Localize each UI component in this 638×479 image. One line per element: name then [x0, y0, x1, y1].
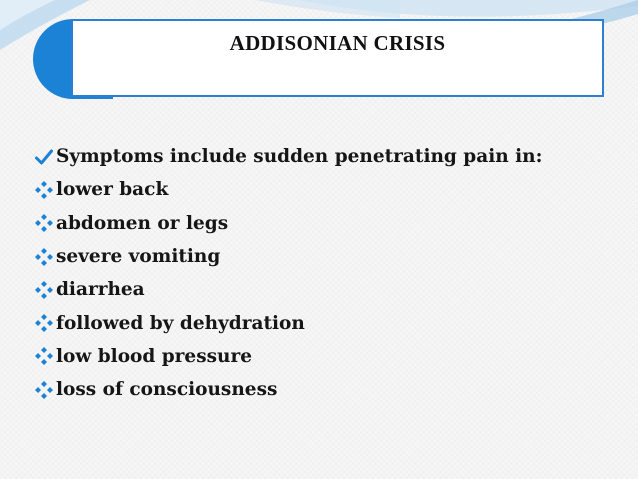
- title-box: [71, 19, 604, 97]
- diamond-bullet-icon: [34, 313, 54, 333]
- bullet-item: [34, 340, 614, 373]
- slide-title: ADDISONIAN CRISIS: [229, 31, 446, 55]
- bullet-item: [34, 240, 614, 273]
- bullet-list: [34, 140, 614, 406]
- bullet-item: [34, 207, 614, 240]
- bullet-text: Symptoms include sudden penetrating pain in:: [56, 146, 543, 168]
- bullet-text: diarrhea: [56, 279, 145, 301]
- diamond-bullet-icon: [34, 180, 54, 200]
- bullet-item: [34, 306, 614, 339]
- bullet-text: abdomen or legs: [56, 212, 229, 234]
- bullet-item: [34, 173, 614, 206]
- bullet-text: low blood pressure: [56, 345, 253, 367]
- bullet-item: [34, 373, 614, 406]
- diamond-bullet-icon: [34, 346, 54, 366]
- bullet-text: lower back: [56, 179, 169, 201]
- check-icon: [34, 147, 54, 167]
- bullet-text: loss of consciousness: [56, 379, 278, 401]
- diamond-bullet-icon: [34, 280, 54, 300]
- diamond-bullet-icon: [34, 247, 54, 267]
- bullet-text: severe vomiting: [56, 246, 221, 268]
- bullet-text: followed by dehydration: [56, 312, 305, 334]
- bullet-item: [34, 273, 614, 306]
- diamond-bullet-icon: [34, 213, 54, 233]
- diamond-bullet-icon: [34, 380, 54, 400]
- bullet-item: [34, 140, 614, 173]
